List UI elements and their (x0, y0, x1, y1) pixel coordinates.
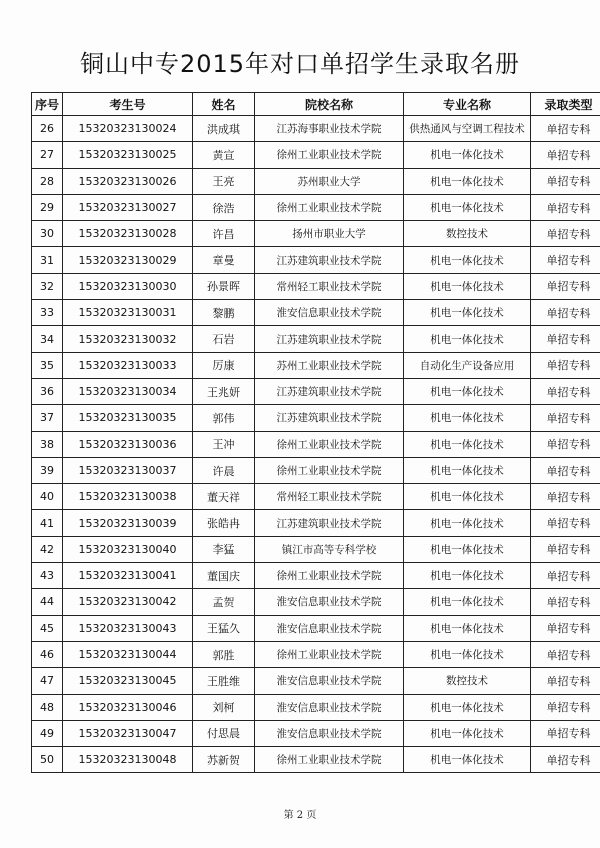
row-school: 常州轻工职业技术学院 (255, 484, 404, 510)
row-school: 淮安信息职业技术学院 (255, 694, 404, 720)
row-major: 机电一体化技术 (404, 510, 531, 536)
row-name: 刘柯 (193, 694, 255, 720)
row-major: 机电一体化技术 (404, 194, 531, 220)
table-row (32, 668, 600, 694)
row-major: 机电一体化技术 (404, 457, 531, 483)
row-seq: 26 (32, 116, 63, 142)
row-seq: 49 (32, 720, 63, 746)
row-admission-type: 单招专科 (531, 273, 600, 299)
row-seq: 28 (32, 168, 63, 194)
row-admission-type: 单招专科 (531, 747, 600, 773)
row-seq: 35 (32, 352, 63, 378)
table-row (32, 457, 600, 483)
row-exam-id: 15320323130035 (63, 405, 193, 431)
row-exam-id: 15320323130036 (63, 431, 193, 457)
row-name: 董国庆 (193, 563, 255, 589)
row-seq: 37 (32, 405, 63, 431)
table-row (32, 300, 600, 326)
table-row (32, 142, 600, 168)
table-row (32, 168, 600, 194)
row-admission-type: 单招专科 (531, 116, 600, 142)
header-school: 院校名称 (255, 93, 404, 116)
row-exam-id: 15320323130033 (63, 352, 193, 378)
row-seq: 27 (32, 142, 63, 168)
row-admission-type: 单招专科 (531, 142, 600, 168)
row-major: 机电一体化技术 (404, 247, 531, 273)
row-major: 机电一体化技术 (404, 720, 531, 746)
row-exam-id: 15320323130041 (63, 563, 193, 589)
table-row (32, 326, 600, 352)
table-row (32, 431, 600, 457)
row-exam-id: 15320323130047 (63, 720, 193, 746)
row-major: 机电一体化技术 (404, 273, 531, 299)
row-school: 徐州工业职业技术学院 (255, 457, 404, 483)
row-exam-id: 15320323130046 (63, 694, 193, 720)
row-school: 徐州工业职业技术学院 (255, 194, 404, 220)
table-header-row (32, 93, 600, 116)
row-major: 机电一体化技术 (404, 378, 531, 404)
row-seq: 45 (32, 615, 63, 641)
row-school: 徐州工业职业技术学院 (255, 747, 404, 773)
row-seq: 38 (32, 431, 63, 457)
row-name: 许昌 (193, 221, 255, 247)
row-school: 徐州工业职业技术学院 (255, 563, 404, 589)
row-seq: 40 (32, 484, 63, 510)
row-major: 机电一体化技术 (404, 142, 531, 168)
row-seq: 34 (32, 326, 63, 352)
row-school: 徐州工业职业技术学院 (255, 431, 404, 457)
table-row (32, 747, 600, 773)
table-row (32, 720, 600, 746)
row-exam-id: 15320323130030 (63, 273, 193, 299)
row-major: 机电一体化技术 (404, 326, 531, 352)
row-major: 机电一体化技术 (404, 300, 531, 326)
row-name: 黎鹏 (193, 300, 255, 326)
row-exam-id: 15320323130031 (63, 300, 193, 326)
table-row (32, 694, 600, 720)
row-school: 徐州工业职业技术学院 (255, 142, 404, 168)
row-exam-id: 15320323130029 (63, 247, 193, 273)
row-exam-id: 15320323130043 (63, 615, 193, 641)
row-name: 付思晨 (193, 720, 255, 746)
row-exam-id: 15320323130044 (63, 641, 193, 667)
header-name: 姓名 (193, 93, 255, 116)
row-admission-type: 单招专科 (531, 720, 600, 746)
row-major: 机电一体化技术 (404, 431, 531, 457)
row-admission-type: 单招专科 (531, 326, 600, 352)
row-name: 石岩 (193, 326, 255, 352)
row-admission-type: 单招专科 (531, 378, 600, 404)
row-admission-type: 单招专科 (531, 615, 600, 641)
table-row (32, 615, 600, 641)
row-name: 许晨 (193, 457, 255, 483)
row-name: 黄宣 (193, 142, 255, 168)
row-name: 孙景晖 (193, 273, 255, 299)
row-seq: 31 (32, 247, 63, 273)
table-row (32, 563, 600, 589)
row-seq: 47 (32, 668, 63, 694)
row-major: 机电一体化技术 (404, 641, 531, 667)
row-admission-type: 单招专科 (531, 484, 600, 510)
row-name: 王猛久 (193, 615, 255, 641)
table-row (32, 589, 600, 615)
row-exam-id: 15320323130048 (63, 747, 193, 773)
table-row (32, 536, 600, 562)
row-admission-type: 单招专科 (531, 300, 600, 326)
table-row (32, 405, 600, 431)
row-name: 王冲 (193, 431, 255, 457)
row-exam-id: 15320323130027 (63, 194, 193, 220)
row-school: 镇江市高等专科学校 (255, 536, 404, 562)
row-school: 淮安信息职业技术学院 (255, 668, 404, 694)
row-seq: 50 (32, 747, 63, 773)
row-name: 李猛 (193, 536, 255, 562)
row-major: 机电一体化技术 (404, 405, 531, 431)
row-name: 厉康 (193, 352, 255, 378)
row-school: 江苏建筑职业技术学院 (255, 405, 404, 431)
row-major: 数控技术 (404, 668, 531, 694)
row-school: 淮安信息职业技术学院 (255, 589, 404, 615)
row-major: 机电一体化技术 (404, 589, 531, 615)
row-admission-type: 单招专科 (531, 641, 600, 667)
table-row (32, 194, 600, 220)
row-major: 机电一体化技术 (404, 615, 531, 641)
row-admission-type: 单招专科 (531, 510, 600, 536)
row-major: 机电一体化技术 (404, 694, 531, 720)
row-school: 淮安信息职业技术学院 (255, 300, 404, 326)
row-school: 淮安信息职业技术学院 (255, 720, 404, 746)
row-exam-id: 15320323130025 (63, 142, 193, 168)
row-school: 江苏建筑职业技术学院 (255, 378, 404, 404)
row-admission-type: 单招专科 (531, 536, 600, 562)
row-school: 江苏建筑职业技术学院 (255, 247, 404, 273)
row-major: 数控技术 (404, 221, 531, 247)
row-name: 孟贺 (193, 589, 255, 615)
page-title: 铜山中专2015年对口单招学生录取名册 (79, 50, 521, 78)
table-row (32, 247, 600, 273)
row-admission-type: 单招专科 (531, 431, 600, 457)
row-seq: 36 (32, 378, 63, 404)
row-major: 机电一体化技术 (404, 536, 531, 562)
row-major: 机电一体化技术 (404, 563, 531, 589)
row-seq: 48 (32, 694, 63, 720)
row-name: 王胜维 (193, 668, 255, 694)
row-seq: 43 (32, 563, 63, 589)
table-row (32, 273, 600, 299)
row-school: 常州轻工职业技术学院 (255, 273, 404, 299)
row-school: 江苏建筑职业技术学院 (255, 510, 404, 536)
row-admission-type: 单招专科 (531, 405, 600, 431)
table-row (32, 378, 600, 404)
header-exam-id: 考生号 (63, 93, 193, 116)
page-number: 第 2 页 (283, 810, 317, 821)
row-seq: 29 (32, 194, 63, 220)
row-school: 淮安信息职业技术学院 (255, 615, 404, 641)
row-name: 章曼 (193, 247, 255, 273)
row-admission-type: 单招专科 (531, 221, 600, 247)
table-row (32, 484, 600, 510)
table-body (32, 116, 600, 773)
row-exam-id: 15320323130032 (63, 326, 193, 352)
row-name: 郭伟 (193, 405, 255, 431)
row-seq: 46 (32, 641, 63, 667)
row-school: 江苏海事职业技术学院 (255, 116, 404, 142)
row-admission-type: 单招专科 (531, 589, 600, 615)
row-major: 机电一体化技术 (404, 484, 531, 510)
row-seq: 32 (32, 273, 63, 299)
row-name: 郭胜 (193, 641, 255, 667)
row-major: 供热通风与空调工程技术 (404, 116, 531, 142)
row-seq: 41 (32, 510, 63, 536)
row-name: 董天祥 (193, 484, 255, 510)
table-row (32, 221, 600, 247)
row-seq: 33 (32, 300, 63, 326)
row-name: 王亮 (193, 168, 255, 194)
row-admission-type: 单招专科 (531, 194, 600, 220)
row-name: 张皓冉 (193, 510, 255, 536)
row-school: 徐州工业职业技术学院 (255, 641, 404, 667)
row-seq: 39 (32, 457, 63, 483)
table-row (32, 641, 600, 667)
row-name: 王兆妍 (193, 378, 255, 404)
header-seq: 序号 (32, 93, 63, 116)
row-admission-type: 单招专科 (531, 352, 600, 378)
table-row (32, 352, 600, 378)
row-admission-type: 单招专科 (531, 668, 600, 694)
row-name: 洪成琪 (193, 116, 255, 142)
row-exam-id: 15320323130038 (63, 484, 193, 510)
row-school: 扬州市职业大学 (255, 221, 404, 247)
row-name: 苏新贺 (193, 747, 255, 773)
header-admission-type: 录取类型 (531, 93, 600, 116)
row-seq: 42 (32, 536, 63, 562)
row-seq: 44 (32, 589, 63, 615)
row-exam-id: 15320323130028 (63, 221, 193, 247)
row-admission-type: 单招专科 (531, 247, 600, 273)
row-major: 机电一体化技术 (404, 747, 531, 773)
row-exam-id: 15320323130024 (63, 116, 193, 142)
row-seq: 30 (32, 221, 63, 247)
admission-table (31, 92, 600, 773)
table-row (32, 116, 600, 142)
table-row (32, 510, 600, 536)
row-admission-type: 单招专科 (531, 457, 600, 483)
row-school: 苏州职业大学 (255, 168, 404, 194)
header-major: 专业名称 (404, 93, 531, 116)
row-school: 江苏建筑职业技术学院 (255, 326, 404, 352)
row-exam-id: 15320323130042 (63, 589, 193, 615)
row-exam-id: 15320323130040 (63, 536, 193, 562)
row-admission-type: 单招专科 (531, 168, 600, 194)
row-admission-type: 单招专科 (531, 563, 600, 589)
row-major: 自动化生产设备应用 (404, 352, 531, 378)
row-exam-id: 15320323130039 (63, 510, 193, 536)
row-name: 徐浩 (193, 194, 255, 220)
row-exam-id: 15320323130037 (63, 457, 193, 483)
row-school: 苏州工业职业技术学院 (255, 352, 404, 378)
row-exam-id: 15320323130034 (63, 378, 193, 404)
row-exam-id: 15320323130045 (63, 668, 193, 694)
row-admission-type: 单招专科 (531, 694, 600, 720)
row-major: 机电一体化技术 (404, 168, 531, 194)
row-exam-id: 15320323130026 (63, 168, 193, 194)
